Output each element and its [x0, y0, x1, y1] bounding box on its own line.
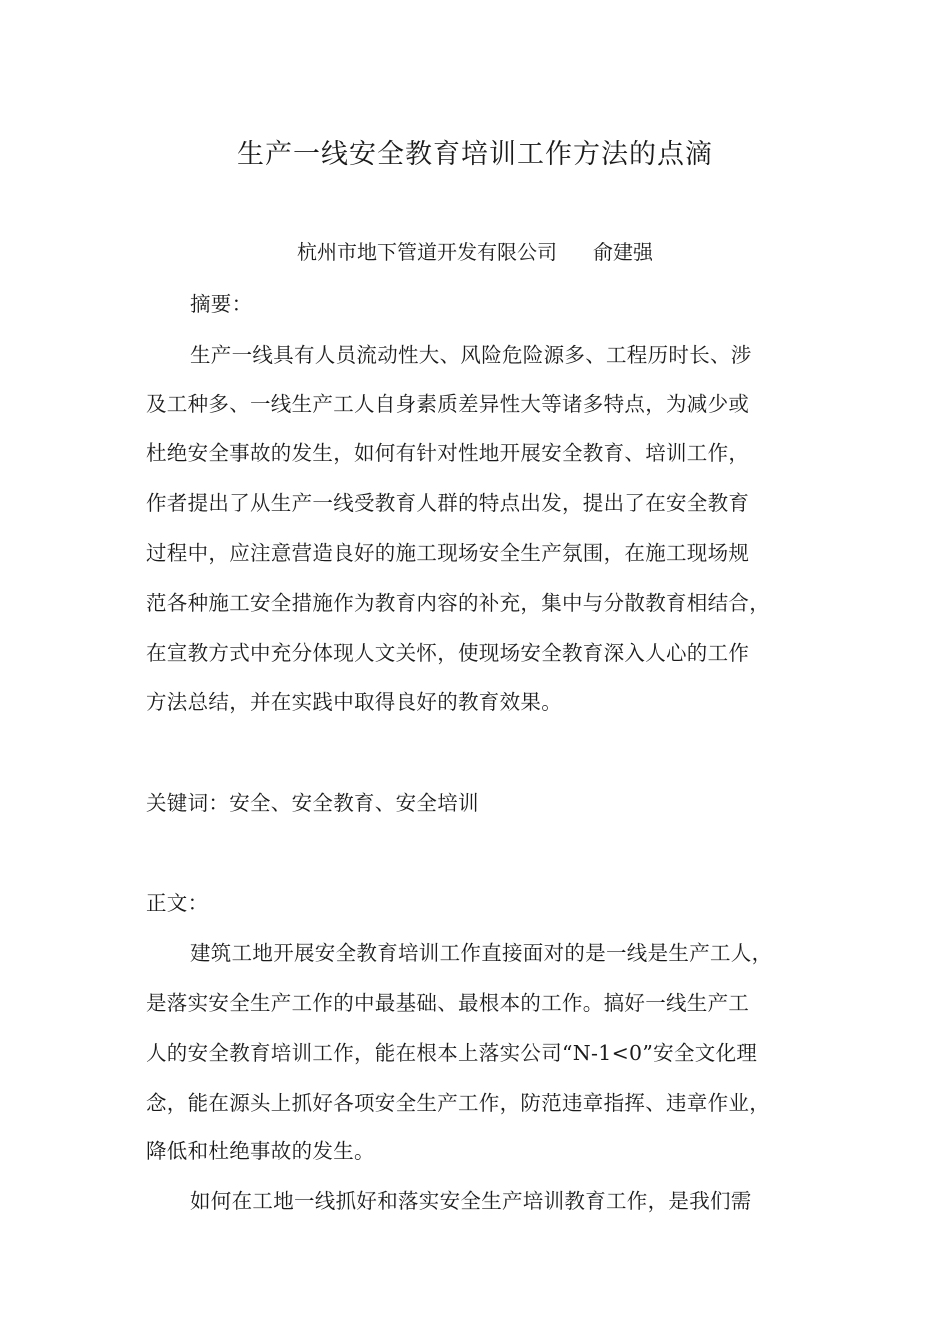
abstract-line: 方法总结，并在实践中取得良好的教育效果。 — [146, 690, 562, 714]
abstract-line: 范各种施工安全措施作为教育内容的补充，集中与分散教育相结合， — [146, 591, 770, 615]
body-line: 降低和杜绝事故的发生。 — [146, 1139, 375, 1163]
abstract-line: 过程中，应注意营造良好的施工现场安全生产氛围，在施工现场规 — [146, 541, 750, 565]
body-line: 人的安全教育培训工作，能在根本上落实公司“N-1<0”安全文化理 — [146, 1041, 758, 1065]
abstract-label: 摘要： — [190, 292, 253, 316]
abstract-line: 生产一线具有人员流动性大、风险危险源多、工程历时长、涉 — [190, 343, 752, 367]
abstract-line: 杜绝安全事故的发生，如何有针对性地开展安全教育、培训工作， — [146, 441, 750, 465]
author-organization: 杭州市地下管道开发有限公司 — [297, 240, 557, 264]
author-line — [0, 236, 950, 265]
abstract-line: 及工种多、一线生产工人自身素质差异性大等诸多特点，为减少或 — [146, 392, 750, 416]
body-label: 正文： — [146, 891, 209, 915]
body-line: 念，能在源头上抓好各项安全生产工作，防范违章指挥、违章作业， — [146, 1091, 770, 1115]
keywords: 关键词：安全、安全教育、安全培训 — [146, 791, 479, 815]
body-line: 是落实安全生产工作的中最基础、最根本的工作。搞好一线生产工 — [146, 991, 750, 1015]
abstract-line: 作者提出了从生产一线受教育人群的特点出发，提出了在安全教育 — [146, 491, 750, 515]
abstract-line: 在宣教方式中充分体现人文关怀，使现场安全教育深入人心的工作 — [146, 641, 750, 665]
body-line: 如何在工地一线抓好和落实安全生产培训教育工作，是我们需 — [190, 1189, 752, 1213]
author-name: 俞建强 — [593, 240, 653, 264]
body-line: 建筑工地开展安全教育培训工作直接面对的是一线是生产工人， — [190, 941, 773, 965]
document-title: 生产一线安全教育培训工作方法的点滴 — [237, 139, 713, 170]
